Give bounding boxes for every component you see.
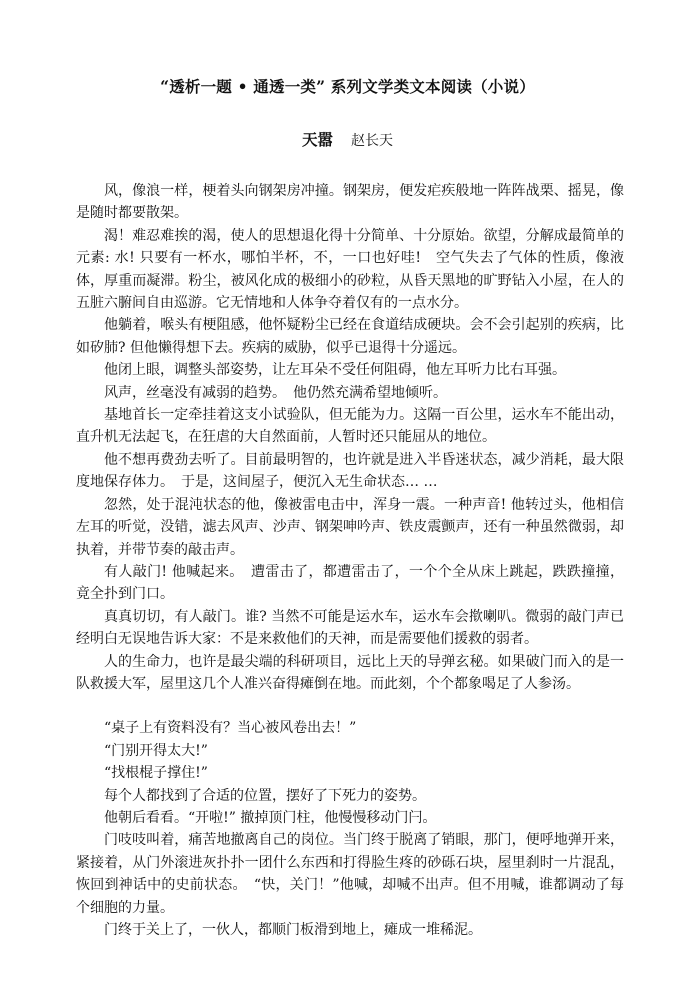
paragraph: 门终于关上了，一伙人，都顺门板滑到地上，瘫成一堆稀泥。 [104, 922, 482, 938]
paragraph: 忽然，处于混沌状态的他，像被雷电击中，浑身一震。一种声音! 他转过头，他相信左耳的听觉，没错，滤去风声、沙声、钢架呻吟声、铁皮震颤声，还有一种虽然微弱，却执着，并带节奏的敲击声。 [76, 496, 624, 558]
dialogue-line: “桌子上有资料没有？当心被风卷出去！” [104, 720, 357, 737]
story-title: 天嚣 [301, 130, 333, 149]
paragraph: 风声，丝毫没有减弱的趋势。 他仍然充满希望地倾听。 [104, 384, 447, 401]
paragraph: 渴！难忍难挨的渴，使人的思想退化得十分简单、十分原始。欲望，分解成最简单的元素: 水! 只要有一杯水，哪怕半杯，不，一口也好哇! 空气失去了气体的性质，像液体，厚重而凝滞。粉尘，被风化成的极细小的砂粒，从昏天黑地的旷野钻入小屋，在人的五脏六腑间自由巡游。它无情地和人体争夺着仅有的一点水分。 [76, 227, 624, 312]
section-gap [76, 695, 624, 717]
paragraph: 风，像浪一样，梗着头向钢架房冲撞。钢架房，便发疟疾般地一阵阵战栗、摇晃，像是随时都要散架。 [76, 183, 624, 222]
paragraph: 有人敲门! 他喊起来。 遭雷击了，都遭雷击了，一个个全从床上跳起，跌跌撞撞，竟全扑到门口。 [76, 563, 624, 603]
paragraph: 他不想再费劲去听了。目前最明智的，也许就是进入半昏迷状态，减少消耗，最大限度地保存体力。 于是，这间屋子，便沉入无生命状态… … [76, 451, 624, 491]
story-body [76, 180, 624, 941]
paragraph: 他躺着，喉头有梗阻感，他怀疑粉尘已经在食道结成硬块。会不会引起别的疾病，比如矽肺? 但他懒得想下去。疾病的威胁，似乎已退得十分遥远。 [76, 317, 624, 356]
paragraph: 人的生命力，也许是最尖端的科研项目，远比上天的导弹玄秘。如果破门而入的是一队救援大军，屋里这几个人准兴奋得瘫倒在地。而此刻，个个都象喝足了人参汤。 [76, 653, 624, 692]
paragraph: 门吱吱叫着，痛苦地撤离自己的岗位。当门终于脱离了销眼，那门，便呼地弹开来，紧接着，从门外滚进灰扑扑一团什么东西和打得脸生疼的砂砾石块，屋里刹时一片混乱，恢回到神话中的史前状态。 “快，关门！”他喊，却喊不出声。但不用喊，谁都调动了每个细胞的力量。 [76, 832, 624, 916]
author-name: 赵长天 [351, 133, 393, 149]
paragraph: 真真切切，有人敲门。谁? 当然不可能是运水车，运水车会揿喇叭。微弱的敲门声已经明白无误地告诉大家：不是来救他们的天神，而是需要他们援救的弱者。 [76, 608, 624, 648]
story-title-row [0, 129, 695, 152]
dialogue-line: “找根棍子撑住!” [104, 765, 208, 782]
paragraph: 他闭上眼，调整头部姿势，让左耳朵不受任何阻碍，他左耳听力比右耳强。 [104, 362, 566, 379]
paragraph: 每个人都找到了合适的位置，摆好了下死力的姿势。 [104, 787, 426, 804]
paragraph: 基地首长一定牵挂着这支小试验队，但无能为力。这隔一百公里，运水车不能出动，直升机无法起飞，在狂虐的大自然面前，人暂时还只能屈从的地位。 [76, 407, 624, 446]
paragraph: 他朝后看看。“开啦!” 撤掉顶门柱，他慢慢移动门闩。 [104, 809, 437, 826]
dialogue-line: “门别开得太大!” [104, 742, 208, 759]
series-heading: “透析一题 • 通透一类” 系列文学类文本阅读（小说） [160, 77, 535, 96]
